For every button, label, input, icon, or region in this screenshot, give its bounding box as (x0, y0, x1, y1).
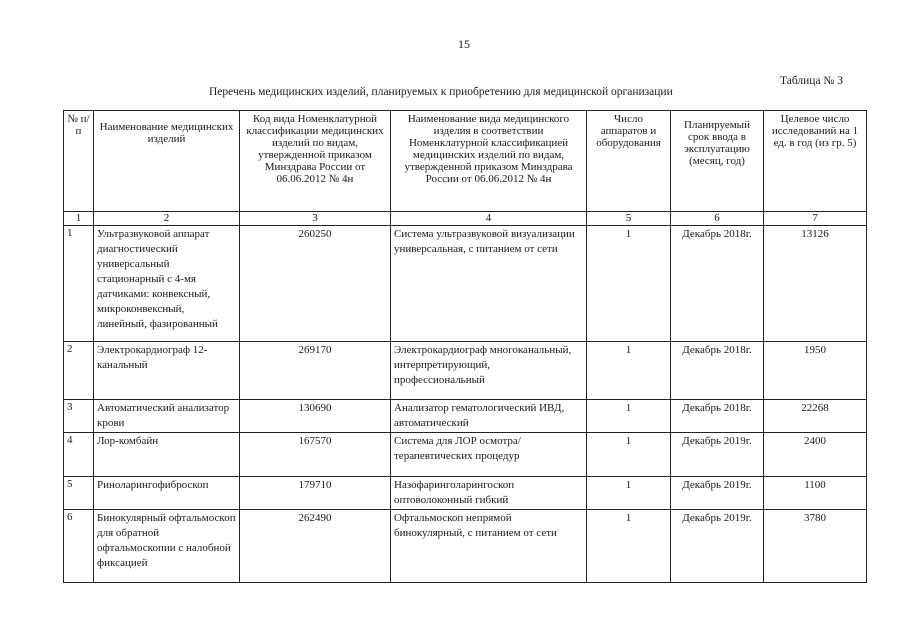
commissioning-date: Декабрь 2019г. (671, 433, 764, 477)
device-count: 1 (587, 226, 671, 342)
document-title: Перечень медицинских изделий, планируемых к приобретению для медицинской организации (209, 86, 673, 98)
device-code: 260250 (240, 226, 391, 342)
device-count: 1 (587, 342, 671, 400)
commissioning-date: Декабрь 2018г. (671, 342, 764, 400)
table-row (64, 342, 867, 400)
device-code: 262490 (240, 510, 391, 583)
row-number: 3 (64, 400, 94, 433)
target-studies: 13126 (764, 226, 867, 342)
column-number-row (64, 212, 867, 226)
device-count: 1 (587, 510, 671, 583)
device-name: Бинокулярный офтальмоскоп для обратной офтальмоскопии с налобной фиксацией (94, 510, 240, 583)
device-count: 1 (587, 433, 671, 477)
target-studies: 22268 (764, 400, 867, 433)
column-number: 1 (64, 212, 94, 226)
table-row (64, 433, 867, 477)
device-name: Электрокардиограф 12-канальный (94, 342, 240, 400)
row-number: 2 (64, 342, 94, 400)
device-code: 179710 (240, 477, 391, 510)
target-studies: 1950 (764, 342, 867, 400)
target-studies: 3780 (764, 510, 867, 583)
table-row (64, 226, 867, 342)
header-cell-target: Целевое число исследований на 1 ед. в год (из гр. 5) (764, 111, 867, 212)
column-number: 4 (391, 212, 587, 226)
device-type-description: Анализатор гематологический ИВД, автоматический (391, 400, 587, 433)
target-studies: 1100 (764, 477, 867, 510)
row-number: 1 (64, 226, 94, 342)
device-name: Лор-комбайн (94, 433, 240, 477)
target-studies: 2400 (764, 433, 867, 477)
header-row (64, 111, 867, 212)
device-type-description: Система для ЛОР осмотра/терапевтических процедур (391, 433, 587, 477)
column-number: 6 (671, 212, 764, 226)
table-row (64, 477, 867, 510)
device-count: 1 (587, 477, 671, 510)
row-number: 5 (64, 477, 94, 510)
device-name: Риноларингофиброскоп (94, 477, 240, 510)
table-row (64, 400, 867, 433)
device-code: 130690 (240, 400, 391, 433)
header-cell-number: № п/п (64, 111, 94, 212)
commissioning-date: Декабрь 2018г. (671, 226, 764, 342)
row-number: 6 (64, 510, 94, 583)
column-number: 7 (764, 212, 867, 226)
header-cell-count: Число аппаратов и оборудования (587, 111, 671, 212)
device-code: 167570 (240, 433, 391, 477)
header-cell-code: Код вида Номенклатурной классификации медицинских изделий по видам, утвержденной приказом Минздрава России от 06.06.2012 № 4н (240, 111, 391, 212)
commissioning-date: Декабрь 2019г. (671, 477, 764, 510)
page-number: 15 (458, 37, 470, 51)
device-type-description: Электрокардиограф многоканальный, интерпретирующий, профессиональный (391, 342, 587, 400)
table-label: Таблица № 3 (780, 75, 844, 87)
commissioning-date: Декабрь 2018г. (671, 400, 764, 433)
device-count: 1 (587, 400, 671, 433)
table-row (64, 510, 867, 583)
device-type-description: Система ультразвуковой визуализации универсальная, с питанием от сети (391, 226, 587, 342)
header-cell-term: Планируемый срок ввода в эксплуатацию (месяц, год) (671, 111, 764, 212)
header-cell-descr: Наименование вида медицинского изделия в соответствии Номенклатурной классификацией медицинских изделий по видам, утвержденной приказом Минздрава России от 06.06.2012 № 4н (391, 111, 587, 212)
device-name: Автоматический анализатор крови (94, 400, 240, 433)
device-name: Ультразвуковой аппарат диагностический универсальный стационарный с 4-мя датчиками: конвексный, микроконвексный, линейный, фазированный (94, 226, 240, 342)
column-number: 2 (94, 212, 240, 226)
equipment-table (63, 110, 867, 583)
column-number: 3 (240, 212, 391, 226)
column-number: 5 (587, 212, 671, 226)
header-cell-name: Наименование медицинских изделий (94, 111, 240, 212)
row-number: 4 (64, 433, 94, 477)
commissioning-date: Декабрь 2019г. (671, 510, 764, 583)
device-type-description: Назофаринголарингоскоп оптоволоконный гибкий (391, 477, 587, 510)
device-code: 269170 (240, 342, 391, 400)
device-type-description: Офтальмоскоп непрямой бинокулярный, с питанием от сети (391, 510, 587, 583)
